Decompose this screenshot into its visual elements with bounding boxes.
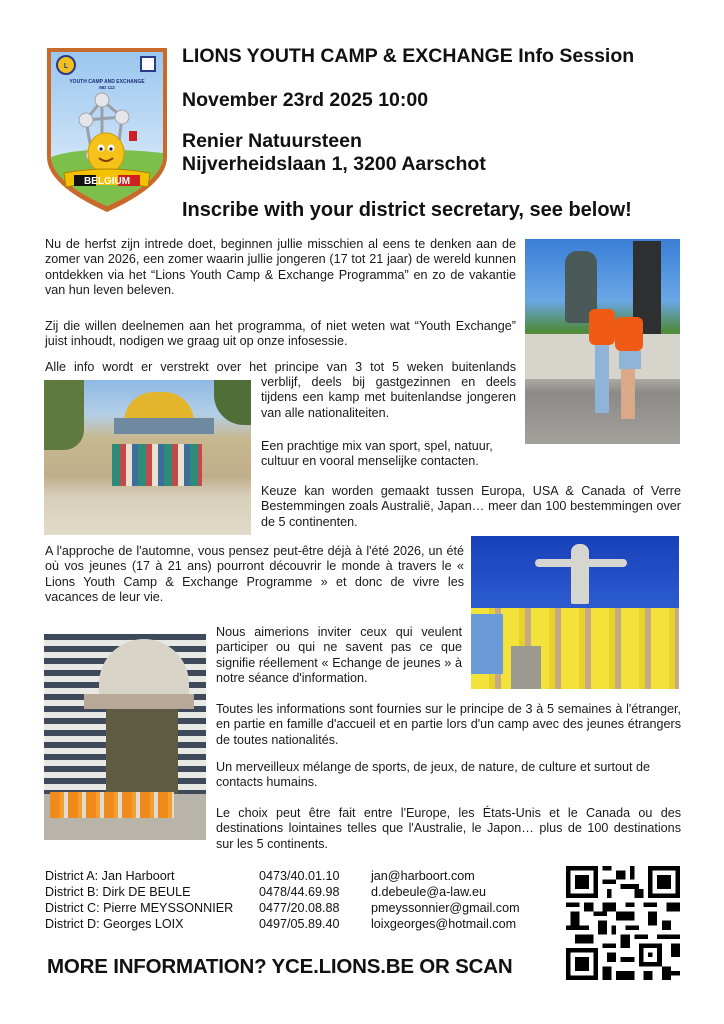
contact-email[interactable]: pmeyssonnier@gmail.com [371, 901, 520, 915]
lions-yce-logo [44, 45, 170, 215]
contact-district: District D: Georges LOIX [45, 917, 184, 931]
event-date: November 23rd 2025 10:00 [182, 89, 429, 111]
french-paragraph-3: Toutes les informations sont fournies sur le principe de 3 à 5 semaines à l'étranger, en partie en famille d'accueil et en partie lors d'un camp avec des jeunes étrangers de toutes nationalités. [216, 702, 681, 747]
qr-code-icon[interactable] [566, 866, 680, 980]
contact-phone[interactable]: 0497/05.89.40 [259, 917, 340, 931]
contact-row [45, 916, 520, 932]
svg-text:L: L [63, 63, 69, 70]
french-paragraph-1: A l'approche de l'automne, vous pensez peut-être déjà à l'été 2026, un été où vos jeunes (17 à 21 ans) pourront découvrir le monde à travers le « Lions Youth Camp & Exchange Programme » et donc de vivre les vacances de leur vie. [45, 544, 464, 605]
dutch-paragraph-1: Nu de herfst zijn intrede doet, beginnen jullie misschien al eens te denken aan de zomer van 2026, een zomer waarin jullie jongeren (17 tot 21 jaar) de wereld kunnen ontdekken via het “Lions Youth Camp & Exchange Programma” en zo de vakantie van hun leven beleven. [45, 237, 516, 298]
logo-ribbon-text: BELGIUM [83, 176, 131, 187]
photo-cathedral [44, 634, 206, 840]
contact-district: District A: Jan Harboort [45, 869, 175, 883]
photo-statue-bridge [525, 239, 680, 444]
french-paragraph-4: Un merveilleux mélange de sports, de jeux, de nature, de culture et surtout de contacts humains. [216, 760, 651, 790]
contact-row [45, 868, 520, 884]
contact-phone[interactable]: 0473/40.01.10 [259, 869, 340, 883]
contact-row [45, 884, 520, 900]
more-information-link[interactable]: MORE INFORMATION? YCE.LIONS.BE OR SCAN [47, 955, 513, 978]
contact-phone[interactable]: 0477/20.08.88 [259, 901, 340, 915]
french-paragraph-2: Nous aimerions inviter ceux qui veulent participer ou qui ne savent pas ce que signifie réellement « Echange de jeunes » à notre séance d'information. [216, 625, 462, 686]
dutch-paragraph-5: Keuze kan worden gemaakt tussen Europa, USA & Canada of Verre Bestemmingen zoals Australië, Japan… meer dan 100 bestemmingen over de 5 continenten. [261, 484, 681, 529]
dutch-paragraph-2: Zij die willen deelnemen aan het programma, of niet weten wat “Youth Exchange” juist inhoudt, nodigen we graag uit op onze infosessie. [45, 319, 516, 349]
svg-text:YOUTH CAMP AND EXCHANGE: YOUTH CAMP AND EXCHANGE [69, 79, 145, 85]
shield-logo-icon [44, 45, 170, 215]
dutch-paragraph-3-line-1: Alle info wordt er verstrekt over het principe van 3 tot 5 weken buitenlands [45, 360, 516, 374]
dutch-paragraph-3-continued: verblijf, deels bij gastgezinnen en deels tijdens een kamp met buitenlandse jongeren van alle nationaliteiten. [261, 375, 516, 420]
event-venue: Renier Natuursteen [182, 130, 362, 152]
contact-district: District B: Dirk DE BEULE [45, 885, 191, 899]
contact-email[interactable]: jan@harboort.com [371, 869, 475, 883]
contact-district: District C: Pierre MEYSSONNIER [45, 901, 234, 915]
contact-row [45, 900, 520, 916]
photo-dome-of-the-rock [44, 380, 251, 535]
contact-email[interactable]: loixgeorges@hotmail.com [371, 917, 517, 931]
event-title: LIONS YOUTH CAMP & EXCHANGE Info Session [182, 45, 635, 67]
call-to-action: Inscribe with your district secretary, see below! [182, 199, 632, 221]
event-address: Nijverheidslaan 1, 3200 Aarschot [182, 153, 486, 175]
district-contacts [45, 868, 520, 932]
contact-email[interactable]: d.debeule@a-law.eu [371, 885, 487, 899]
french-paragraph-5: Le choix peut être fait entre l'Europe, les États-Unis et le Canada ou des destinations lointaines telles que l'Australie, le Japon… plus de 100 destinations sur les 5 continents. [216, 806, 681, 851]
contact-phone[interactable]: 0478/44.69.98 [259, 885, 340, 899]
photo-christ-redeemer [471, 536, 679, 689]
dutch-paragraph-4: Een prachtige mix van sport, spel, natuur, cultuur en vooral menselijke contacten. [261, 439, 493, 469]
svg-text:MD 112: MD 112 [99, 85, 115, 90]
